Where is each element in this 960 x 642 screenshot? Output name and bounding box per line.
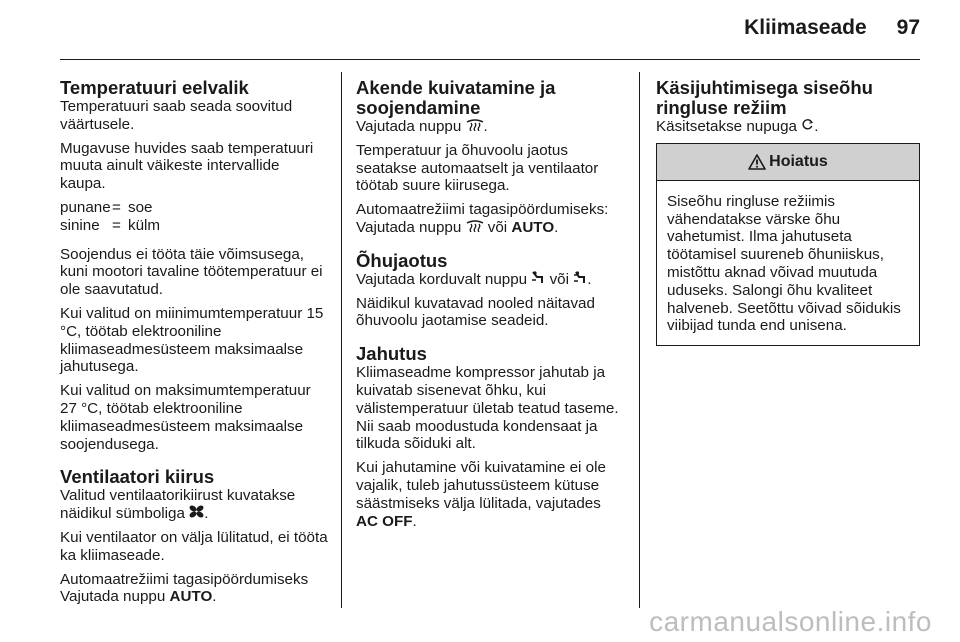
text: . <box>483 118 488 135</box>
text: Vajutada korduvalt nuppu <box>356 270 532 288</box>
fan-icon <box>189 505 204 518</box>
section-title-temperature: Temperatuuri eelvalik <box>60 77 249 98</box>
paragraph <box>60 571 328 607</box>
page-header <box>60 16 920 42</box>
paragraph <box>60 487 328 523</box>
paragraph: Temperatuuri saab seada soovitud väärtusele. <box>60 98 293 133</box>
paragraph: Temperatuur ja õhuvoolu jaotus seatakse automaatselt ja ventilaator töötab suure kiirusega. <box>356 141 599 195</box>
warning-triangle-icon <box>748 154 766 170</box>
button-label-ac-off: AC OFF <box>356 512 413 530</box>
air-distribution-body-feet-icon <box>573 271 587 284</box>
section-title-air-distribution: Õhujaotus <box>356 249 448 271</box>
paragraph <box>356 459 626 530</box>
paragraph <box>356 201 626 237</box>
paragraph: Soojendus ei tööta täie võimsusega, kuni mootori tavaline töötemperatuur ei ole saavutatud. <box>60 245 323 299</box>
color-definition-list <box>60 199 328 235</box>
definition: soe <box>128 198 153 216</box>
column-divider-2 <box>639 72 640 608</box>
text: . <box>814 118 819 135</box>
section-title-recirculation: Käsijuhtimisega siseõhu ringluse režiim <box>656 77 873 118</box>
warning-text: Siseõhu ringluse režiimis vähendatakse värske õhu vahetumist. Ilma jahutuseta töötamisel suureneb õhuniiskus, mistõttu aknad võivad muutuda uduseks. Salongi õhu kvaliteet halveneb. Seetõttu võivad sõidukis viibijad tunda end unisena. <box>667 192 901 335</box>
term: punane <box>60 198 111 216</box>
button-label-auto: AUTO <box>169 588 213 606</box>
text: . <box>212 588 217 606</box>
paragraph: Kui valitud on maksimumtemperatuur 27 °C, töötab elektrooniline kliimaseadmesüsteem maksimaalse soojendusega. <box>60 382 311 453</box>
text: . <box>204 505 209 523</box>
windscreen-defrost-icon <box>466 118 484 131</box>
section-title-cooling: Jahutus <box>356 343 427 365</box>
column-divider-1 <box>341 72 342 608</box>
section-title-fan-speed: Ventilaatori kiirus <box>60 466 215 488</box>
air-distribution-feet-icon <box>531 271 545 284</box>
warning-label: Hoiatus <box>769 152 828 170</box>
text: Kui jahutamine või kuivatamine ei ole vajalik, tuleb jahutussüsteem kütuse säästmiseks välja lülitada, vajutades <box>356 459 606 512</box>
paragraph: Kui ventilaator on välja lülitatud, ei tööta ka kliimaseade. <box>60 528 328 564</box>
text: Vajutada nuppu <box>356 118 466 135</box>
warning-box <box>656 143 920 346</box>
paragraph <box>356 118 626 136</box>
text: . <box>587 270 592 288</box>
watermark: carmanualsonline.info <box>649 606 932 637</box>
paragraph: Näidikul kuvatavad nooled näitavad õhuvoolu jaotamise seadeid. <box>356 294 595 330</box>
recirculation-icon <box>801 118 814 131</box>
warning-header <box>657 144 919 181</box>
section-title-defrost: Akende kuivatamine ja soojendamine <box>356 77 556 118</box>
paragraph: Kliimaseadme kompressor jahutab ja kuivatab sisenevat õhku, kui välistemperatuur ületab teatud taseme. Nii saab moodustuda kondensaat ja tilkuda sõiduki alt. <box>356 364 619 453</box>
paragraph: Mugavuse huvides saab temperatuuri muuta ainult väikeste intervallide kaupa. <box>60 139 314 193</box>
text: või <box>545 270 574 288</box>
term: sinine <box>60 216 100 234</box>
page-number: 97 <box>896 16 920 39</box>
definition: külm <box>128 216 161 234</box>
text: Automaatrežiimi tagasipöördumiseks Vajutada nuppu <box>60 570 309 606</box>
text: või <box>483 218 512 236</box>
header-rule <box>60 59 920 60</box>
column-3 <box>656 78 920 346</box>
text: Käsitsetakse nupuga <box>656 118 802 135</box>
column-1 <box>60 78 328 612</box>
equals-sign: = <box>112 198 121 216</box>
text: Automaatrežiimi tagasipöördumiseks: Vajutada nuppu <box>356 201 609 236</box>
button-label-auto: AUTO <box>511 218 555 236</box>
windscreen-defrost-icon <box>466 219 484 232</box>
column-2 <box>356 78 626 536</box>
paragraph <box>656 118 920 136</box>
text: . <box>554 218 559 236</box>
paragraph: Kui valitud on miinimumtemperatuur 15 °C, töötab elektrooniline kliimaseadmesüsteem maksimaalse jahutusega. <box>60 304 324 376</box>
text: Valitud ventilaatorikiirust kuvatakse näidikul sümboliga <box>60 487 296 523</box>
paragraph <box>356 271 626 289</box>
page-title: Kliimaseade <box>744 16 867 39</box>
text: . <box>412 512 417 530</box>
equals-sign: = <box>112 216 121 234</box>
